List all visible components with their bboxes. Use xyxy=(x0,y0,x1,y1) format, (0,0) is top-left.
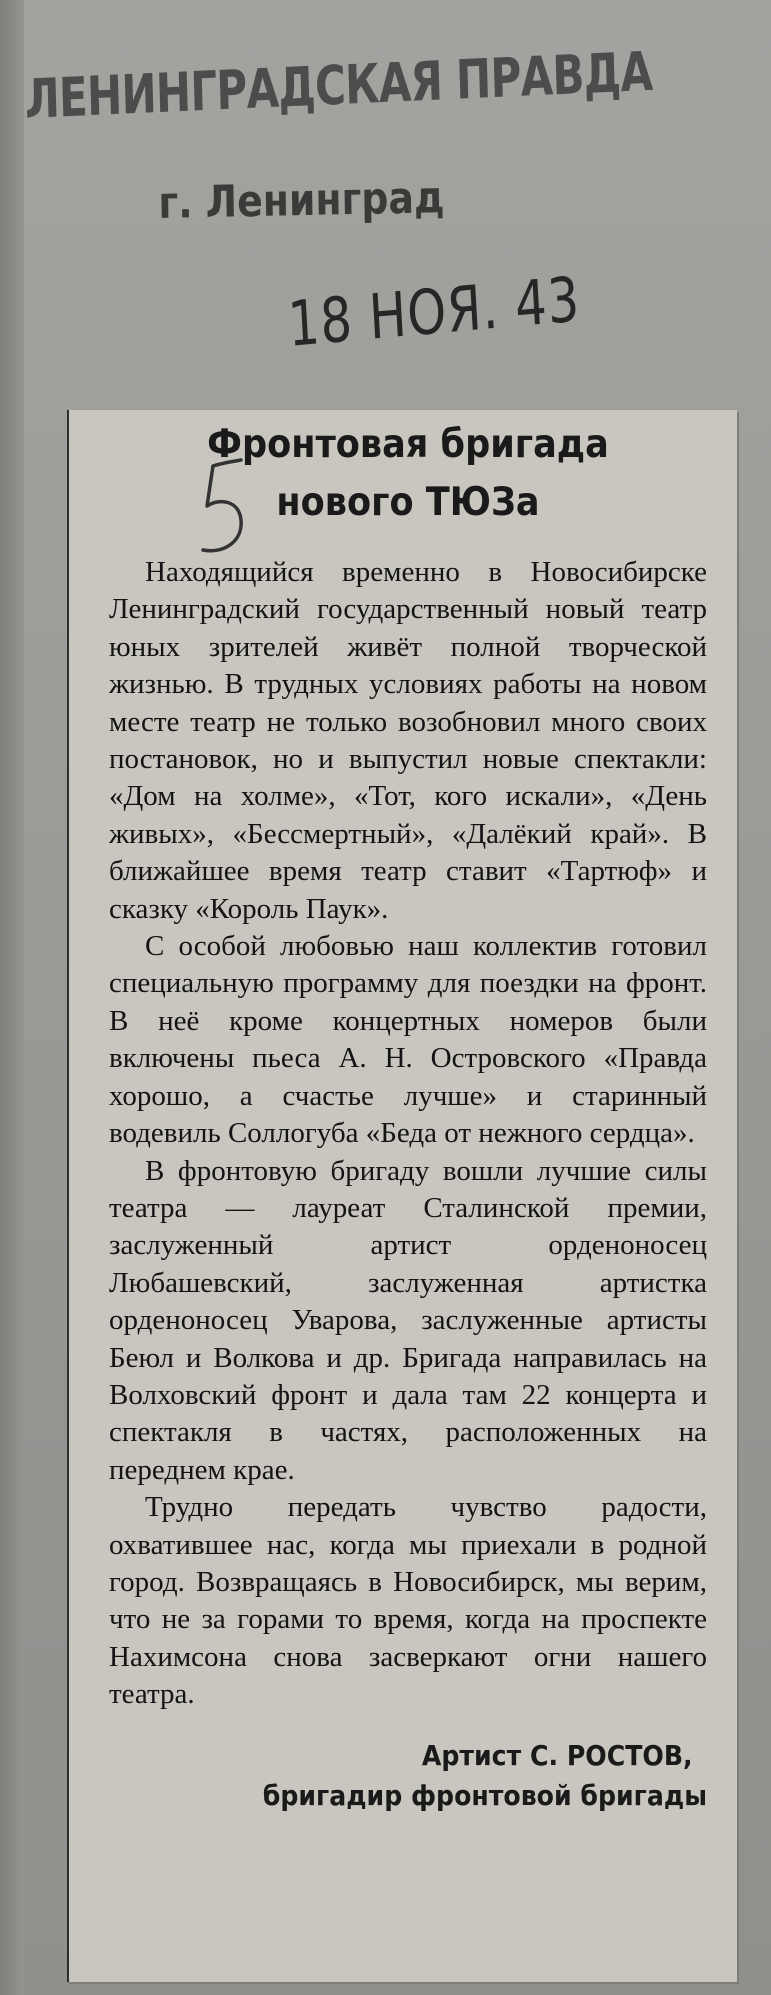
newspaper-clipping xyxy=(67,410,737,1982)
clipping-content xyxy=(109,410,707,1816)
archive-stamp-area xyxy=(8,20,758,361)
headline-line-2: нового ТЮЗа xyxy=(276,480,540,525)
pencil-mark-icon xyxy=(189,450,269,570)
signature-title: бригадир фронтовой бригады xyxy=(262,1778,707,1812)
article-paragraph: В фронтовую бригаду вошли лучшие силы театра — лауреат Сталинской премии, заслуженный артист орденоносец Любашевский, заслуженная артистка орденоносец Уварова, заслуженные артисты Беюл и Волкова и др. Бригада направилась на Волховский фронт и дала там 22 концерта и спектакля в частях, расположенных на переднем крае. xyxy=(109,1154,707,1486)
headline-line-1: Фронтовая бригада xyxy=(207,422,609,467)
date-stamp: 18 НОЯ. 43 xyxy=(286,262,582,361)
article-paragraph: Находящийся временно в Новосибирске Ленинградский государственный новый театр юных зрителей живёт полной творческой жизнью. В трудных условиях работы на новом месте театр не только возобновил много своих постановок, но и выпустил новые спектакли: «Дом на холме», «Тот, кого искали», «День живых», «Бессмертный», «Далёкий край». В ближайшее время театр ставит «Тартюф» и сказку «Король Паук». xyxy=(109,556,707,925)
article-body xyxy=(109,554,707,1714)
article-paragraph: С особой любовью наш коллектив готовил специальную программу для поездки на фронт. В неё кроме концертных номеров были включены пьеса А. Н. Островского «Правда хорошо, а счастье лучше» и старинный водевиль Соллогуба «Беда от нежного сердца». xyxy=(109,930,707,1150)
signature-name: Артист С. РОСТОВ, xyxy=(421,1738,693,1772)
article-signature xyxy=(109,1736,707,1816)
newspaper-name-stamp: ЛЕНИНГРАДСКАЯ ПРАВДА xyxy=(24,39,654,131)
article-paragraph: Трудно передать чувство радости, охватившее нас, когда мы приехали в родной город. Возвращаясь в Новосибирск, мы верим, что не за горами то время, когда на проспекте Нахимсона снова засверкают огни нашего театра. xyxy=(109,1491,707,1711)
city-stamp: г. Ленинград xyxy=(158,172,445,229)
